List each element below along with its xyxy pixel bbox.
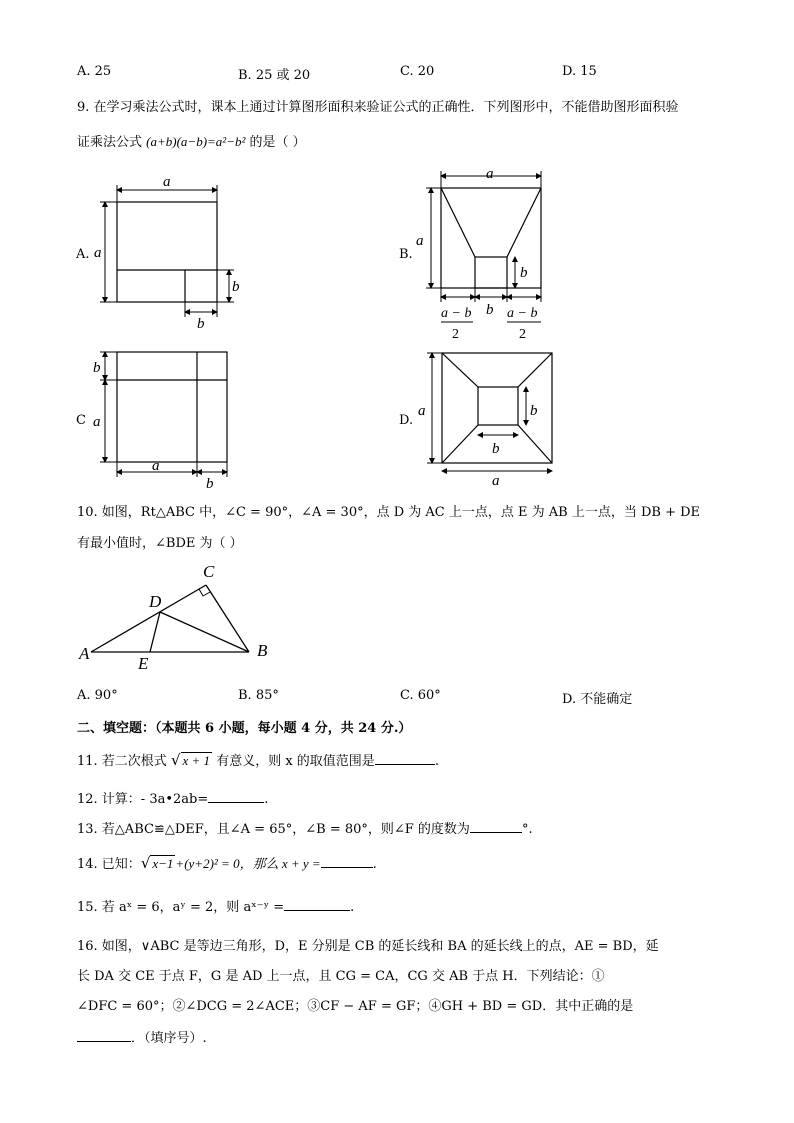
q11-end: . <box>434 754 439 769</box>
q9-figure-c <box>88 343 238 493</box>
q9-figure-a <box>90 175 250 335</box>
q10-option-c: C. 60° <box>400 688 441 703</box>
q12-prefix: 12. 计算：- 3a•2ab= <box>77 792 209 807</box>
fig-d-label-b-right: b <box>530 403 538 419</box>
q14-sqrt: √ x−1 <box>140 854 174 872</box>
q15-end: . <box>350 900 355 915</box>
q13-answer-blank[interactable] <box>470 832 522 833</box>
q16-answer-blank[interactable] <box>77 1041 131 1042</box>
q9-stem-suffix: 的是（ ） <box>249 135 306 150</box>
section-heading-fill-in: 二、填空题：（本题共 6 小题，每小题 4 分，共 24 分.） <box>77 721 412 736</box>
fig-c-label-a-left: a <box>93 414 101 430</box>
fig-c-label-b-bottom: b <box>206 476 214 492</box>
fig-b-denom-right: 2 <box>519 327 526 342</box>
fig-b-label-b-bottom: b <box>486 302 494 318</box>
q11-middle: 有意义，则 x 的取值范围是 <box>216 754 375 769</box>
q10-option-b: B. 85° <box>238 688 279 703</box>
q15-answer-blank[interactable] <box>284 910 350 911</box>
q11-sqrt: √ x + 1 <box>170 751 211 769</box>
q8-option-c: C. 20 <box>400 64 435 79</box>
q13-end: °. <box>521 822 533 837</box>
fig-b-denom-left: 2 <box>452 327 459 342</box>
q16-end: ．（填序号）. <box>131 1031 207 1046</box>
q11-radicand: x + 1 <box>182 753 211 768</box>
q10-triangle-figure <box>72 558 282 673</box>
q10-stem-line1: 10. 如图，Rt△ABC 中，∠C = 90°，∠A = 30°，点 D 为 AC 上一点，点 E 为 AB 上一点，当 DB + DE <box>77 505 701 520</box>
q10-option-a: A. 90° <box>77 688 118 703</box>
q9-label-d: D. <box>399 413 414 428</box>
q9-figure-d <box>412 343 562 488</box>
q12-answer-blank[interactable] <box>208 802 264 803</box>
q9-stem-line2 <box>77 131 306 150</box>
fig-a-label-a-left: a <box>94 245 102 261</box>
q9-figure-b <box>412 162 562 347</box>
q11-answer-blank[interactable] <box>375 764 435 765</box>
q14-end: . <box>372 857 377 872</box>
q11-prefix: 11. 若二次根式 <box>77 754 167 769</box>
fig-a-label-b-right: b <box>232 279 240 295</box>
fig-b-label-b-right: b <box>520 265 528 281</box>
q8-option-a: A. 25 <box>77 64 112 79</box>
q9-label-c: C <box>76 413 86 428</box>
q12-end: . <box>264 792 269 807</box>
fig-d-label-a-bottom: a <box>492 473 500 488</box>
q9-label-a: A. <box>76 247 90 262</box>
q16-stem-line2: 长 DA 交 CE 于点 F，G 是 AD 上一点，且 CG = CA，CG 交 AB 于点 H．下列结论：① <box>77 969 605 984</box>
fig-d-label-a-left: a <box>418 403 426 419</box>
q14-answer-blank[interactable] <box>321 867 373 868</box>
fig-a-label-a-top: a <box>163 175 171 190</box>
q9-stem-line1: 9. 在学习乘法公式时，课本上通过计算图形面积来验证公式的正确性．下列图形中，不能借助图形面积验 <box>77 100 679 115</box>
q16-stem-line1: 16. 如图，∨ABC 是等边三角形，D，E 分别是 CB 的延长线和 BA 的延长线上的点，AE = BD，延 <box>77 939 659 954</box>
fig-d-label-b-bottom: b <box>492 441 500 457</box>
q15-stem <box>77 896 354 915</box>
q14-middle: +(y+2)² = 0，那么 x + y = <box>175 856 321 871</box>
q10-stem-line2: 有最小值时，∠BDE 为（ ） <box>77 536 243 551</box>
fig-b-numer-right: a − b <box>507 306 538 321</box>
q10-point-b: B <box>257 641 268 660</box>
q10-point-e: E <box>138 654 149 673</box>
q11-stem <box>77 750 439 769</box>
q12-stem <box>77 788 268 807</box>
q10-option-d: D. 不能确定 <box>562 692 633 707</box>
q13-prefix: 13. 若△ABC≌△DEF，且∠A = 65°，∠B = 80°，则∠F 的度数为 <box>77 822 470 837</box>
q10-point-c: C <box>203 562 215 581</box>
q14-stem <box>77 853 377 872</box>
fig-c-label-b-left: b <box>93 360 101 376</box>
q16-stem-line4 <box>77 1027 207 1046</box>
q13-stem <box>77 818 533 837</box>
q8-option-d: D. 15 <box>562 64 597 79</box>
q15-prefix: 15. 若 aˣ = 6，aʸ = 2，则 aˣ⁻ʸ = <box>77 900 285 915</box>
q8-option-b: B. 25 或 20 <box>238 68 311 83</box>
fig-a-label-b-bottom: b <box>197 316 205 332</box>
q9-formula: (a+b)(a−b)=a²−b² <box>146 134 246 149</box>
q16-stem-line3: ∠DFC = 60°；②∠DCG = 2∠ACE；③CF − AF = GF；④GH + BD = GD．其中正确的是 <box>77 999 634 1014</box>
fig-b-label-a-top: a <box>486 166 494 182</box>
q10-point-a: A <box>79 644 90 663</box>
q14-prefix: 14. 已知： <box>77 857 141 872</box>
fig-b-numer-left: a − b <box>441 306 472 321</box>
fig-c-label-a-bottom: a <box>152 458 160 474</box>
fig-b-label-a-left: a <box>416 233 424 249</box>
q14-radicand: x−1 <box>152 856 174 871</box>
q9-stem-prefix: 证乘法公式 <box>77 135 143 150</box>
q9-label-b: B. <box>399 247 413 262</box>
q10-point-d: D <box>149 592 162 611</box>
